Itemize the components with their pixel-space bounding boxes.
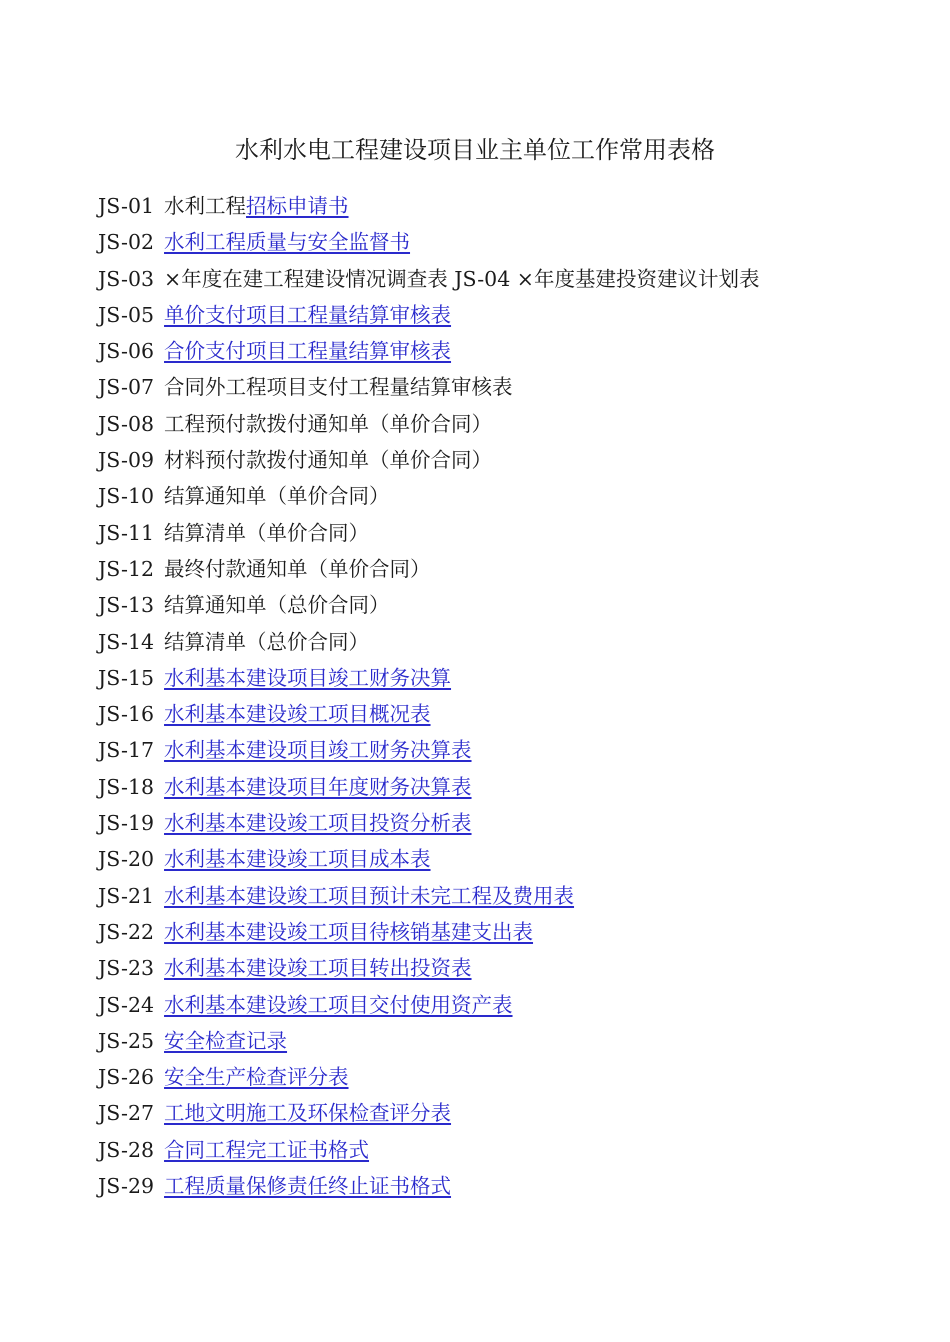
form-title-link[interactable]: 水利基本建设竣工项目预计未完工程及费用表 [164, 883, 575, 908]
form-code: JS-02 [98, 230, 155, 255]
form-title: 结算通知单（总价合同） [164, 593, 390, 618]
form-code: JS-24 [98, 992, 155, 1017]
form-list [98, 188, 918, 1204]
form-title-link[interactable]: 水利基本建设竣工项目交付使用资产表 [164, 992, 513, 1017]
list-item [98, 297, 918, 333]
form-title-link[interactable]: 水利基本建设竣工项目投资分析表 [164, 811, 472, 836]
form-title-link[interactable]: 合同工程完工证书格式 [164, 1137, 370, 1162]
form-code: JS-29 [98, 1174, 155, 1199]
list-item [98, 551, 918, 587]
form-title: 结算清单（单价合同） [164, 520, 370, 545]
list-item [98, 515, 918, 551]
list-item [98, 1095, 918, 1131]
form-title: 结算通知单（单价合同） [164, 484, 390, 509]
form-code: JS-05 [98, 302, 155, 327]
list-item [98, 841, 918, 877]
form-title-link[interactable]: 水利基本建设竣工项目成本表 [164, 847, 431, 872]
list-item [98, 624, 918, 660]
form-title-link[interactable]: 工地文明施工及环保检查评分表 [164, 1101, 452, 1126]
form-code: JS-10 [98, 484, 155, 509]
list-item [98, 660, 918, 696]
list-item [98, 442, 918, 478]
form-title-link[interactable]: 工程质量保修责任终止证书格式 [164, 1174, 452, 1199]
list-item [98, 1132, 918, 1168]
list-item [98, 987, 918, 1023]
form-code: JS-11 [98, 520, 155, 545]
form-code: JS-25 [98, 1028, 155, 1053]
form-code: JS-18 [98, 774, 155, 799]
form-title-link[interactable]: 安全检查记录 [164, 1028, 288, 1053]
list-item [98, 188, 918, 224]
list-item [98, 478, 918, 514]
form-title: ×年度在建工程建设情况调查表 JS-04 ×年度基建投资建议计划表 [164, 266, 760, 291]
form-title: 材料预付款拨付通知单（单价合同） [164, 448, 493, 473]
form-code: JS-07 [98, 375, 155, 400]
form-code: JS-03 [98, 266, 155, 291]
form-title: 最终付款通知单（单价合同） [164, 556, 431, 581]
form-title: 结算清单（总价合同） [164, 629, 370, 654]
form-title-prefix: 水利工程 [164, 194, 247, 218]
form-title-link[interactable]: 水利基本建设项目竣工财务决算 [164, 665, 452, 690]
form-code: JS-08 [98, 411, 155, 436]
list-item [98, 224, 918, 260]
form-title-link[interactable]: 招标申请书 [246, 194, 349, 218]
list-item [98, 1168, 918, 1204]
list-item [98, 732, 918, 768]
form-code: JS-21 [98, 883, 155, 908]
form-title-link[interactable]: 水利基本建设竣工项目概况表 [164, 702, 431, 727]
form-title-link[interactable]: 水利基本建设项目竣工财务决算表 [164, 738, 472, 763]
form-code: JS-06 [98, 339, 155, 364]
form-title-link[interactable]: 水利基本建设项目年度财务决算表 [164, 774, 472, 799]
list-item [98, 769, 918, 805]
list-item [98, 261, 918, 297]
form-code: JS-13 [98, 593, 155, 618]
list-item [98, 805, 918, 841]
form-code: JS-28 [98, 1137, 155, 1162]
form-code: JS-26 [98, 1065, 155, 1090]
list-item [98, 696, 918, 732]
form-code: JS-22 [98, 919, 155, 944]
form-title-link[interactable]: 水利基本建设竣工项目转出投资表 [164, 956, 472, 981]
form-code: JS-23 [98, 956, 155, 981]
form-code: JS-09 [98, 448, 155, 473]
form-code: JS-14 [98, 629, 155, 654]
form-code: JS-01 [98, 194, 155, 218]
list-item [98, 878, 918, 914]
form-code: JS-16 [98, 702, 155, 727]
form-title-link[interactable]: 水利基本建设竣工项目待核销基建支出表 [164, 919, 534, 944]
document-title: 水利水电工程建设项目业主单位工作常用表格 [235, 136, 715, 164]
form-code: JS-20 [98, 847, 155, 872]
list-item [98, 333, 918, 369]
list-item [98, 406, 918, 442]
list-item [98, 914, 918, 950]
form-title-link[interactable]: 安全生产检查评分表 [164, 1065, 349, 1090]
form-title: 合同外工程项目支付工程量结算审核表 [164, 375, 513, 400]
form-code: JS-15 [98, 665, 155, 690]
list-item [98, 587, 918, 623]
list-item [98, 950, 918, 986]
form-code: JS-19 [98, 811, 155, 836]
form-code: JS-12 [98, 556, 155, 581]
form-code: JS-27 [98, 1101, 155, 1126]
form-title-link[interactable]: 合价支付项目工程量结算审核表 [164, 339, 452, 364]
list-item [98, 1023, 918, 1059]
form-code: JS-17 [98, 738, 155, 763]
form-title-link[interactable]: 水利工程质量与安全监督书 [164, 230, 411, 255]
form-title: 工程预付款拨付通知单（单价合同） [164, 411, 493, 436]
list-item [98, 369, 918, 405]
form-title-link[interactable]: 单价支付项目工程量结算审核表 [164, 302, 452, 327]
list-item [98, 1059, 918, 1095]
